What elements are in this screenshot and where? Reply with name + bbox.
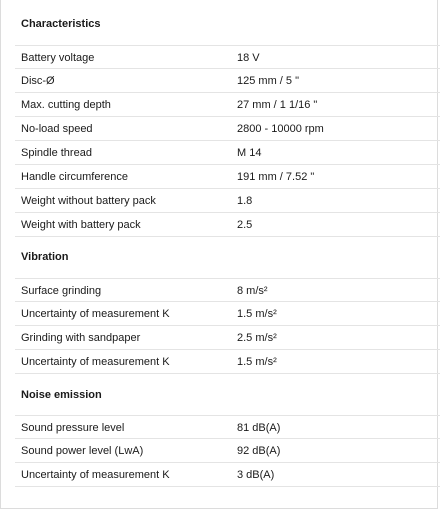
spec-value: 1.5 m/s² [237,356,277,368]
spec-label: Surface grinding [21,285,102,297]
spec-value: 1.8 [237,195,253,207]
spec-row [15,165,440,189]
spec-label: Uncertainty of measurement K [21,308,170,320]
spec-row [15,350,440,374]
spec-label: Sound pressure level [21,422,125,434]
spec-row [15,141,440,165]
spec-value: 92 dB(A) [237,445,281,457]
spec-value: 3 dB(A) [237,469,275,481]
spec-row [15,213,440,237]
spec-row [15,415,440,439]
spec-value: 1.5 m/s² [237,308,277,320]
spec-label: Handle circumference [21,171,128,183]
spec-label: Battery voltage [21,52,95,64]
section-title-vibration: Vibration [21,251,69,263]
spec-value: 81 dB(A) [237,422,281,434]
spec-value: 27 mm / 1 1/16 " [237,99,318,111]
spec-label: Disc-Ø [21,75,55,87]
spec-label: Sound power level (LwA) [21,445,144,457]
spec-row [15,278,440,302]
spec-value: M 14 [237,147,262,159]
spec-row [15,189,440,213]
spec-label: Spindle thread [21,147,92,159]
spec-row [15,439,440,463]
spec-label: Grinding with sandpaper [21,332,141,344]
spec-label: Uncertainty of measurement K [21,356,170,368]
spec-label: Weight with battery pack [21,219,141,231]
spec-value: 18 V [237,52,260,64]
spec-value: 2.5 [237,219,253,231]
spec-value: 2800 - 10000 rpm [237,123,324,135]
spec-label: Uncertainty of measurement K [21,469,170,481]
spec-value: 191 mm / 7.52 " [237,171,315,183]
spec-row [15,45,440,69]
spec-row [15,117,440,141]
spec-row [15,93,440,117]
spec-value: 2.5 m/s² [237,332,277,344]
section-title-noise-emission: Noise emission [21,389,102,401]
spec-row [15,463,440,487]
spec-value: 125 mm / 5 " [237,75,299,87]
spec-label: Max. cutting depth [21,99,111,111]
spec-label: Weight without battery pack [21,195,156,207]
spec-row [15,69,440,93]
spec-value: 8 m/s² [237,285,268,297]
spec-row [15,326,440,350]
spec-label: No-load speed [21,123,93,135]
section-title-characteristics: Characteristics [21,18,101,30]
spec-row [15,302,440,326]
